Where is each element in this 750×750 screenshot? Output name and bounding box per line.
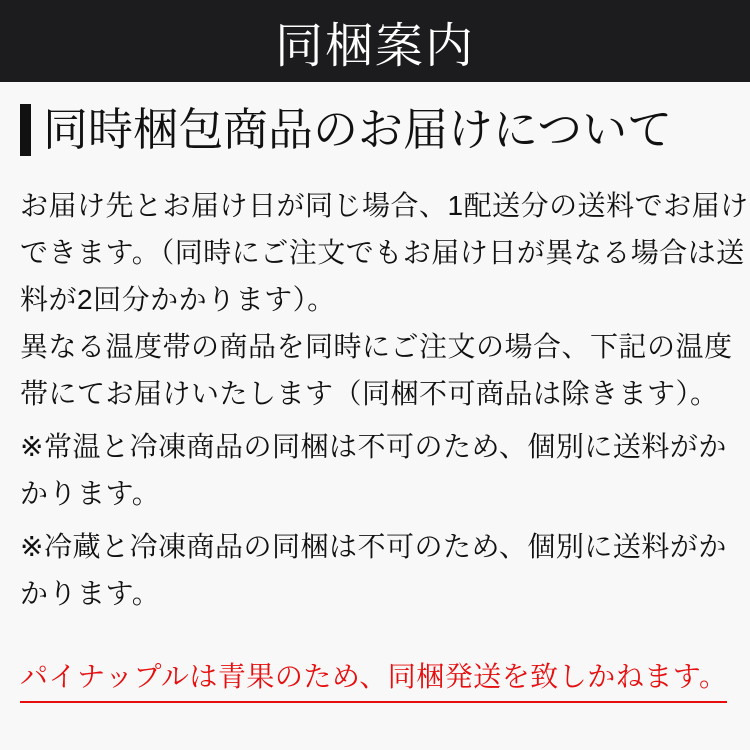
pineapple-warning	[20, 659, 730, 703]
note-room-temp-frozen	[20, 423, 730, 517]
paragraph-line: お届け先とお届け日が同じ場合、1配送分の送料でお届け	[20, 190, 749, 221]
shipping-paragraph	[20, 182, 749, 417]
paragraph-line: できます。（同時にご注文でもお届け日が異なる場合は送	[20, 237, 745, 268]
note-line: かります。	[20, 478, 161, 509]
paragraph-line: 帯にてお届けいたします（同梱不可商品は除きます）。	[20, 378, 719, 409]
paragraph-line: 料が2回分かかります）。	[20, 284, 336, 315]
section-heading: 同時梱包商品のお届けについて	[20, 104, 730, 156]
page-title: 同梱案内	[274, 19, 475, 73]
paragraph-line: 異なる温度帯の商品を同時にご注文の場合、下記の温度	[20, 331, 733, 362]
note-chilled-frozen	[20, 523, 730, 617]
pineapple-warning-text: パイナップルは青果のため、同梱発送を致しかねます。	[20, 659, 727, 703]
note-line: ※冷蔵と冷凍商品の同梱は不可のため、個別に送料がか	[20, 531, 727, 562]
note-line: かります。	[20, 578, 161, 609]
page-title-banner	[0, 0, 750, 82]
note-line: ※常温と冷凍商品の同梱は不可のため、個別に送料がか	[20, 431, 727, 462]
content-area	[0, 104, 750, 703]
